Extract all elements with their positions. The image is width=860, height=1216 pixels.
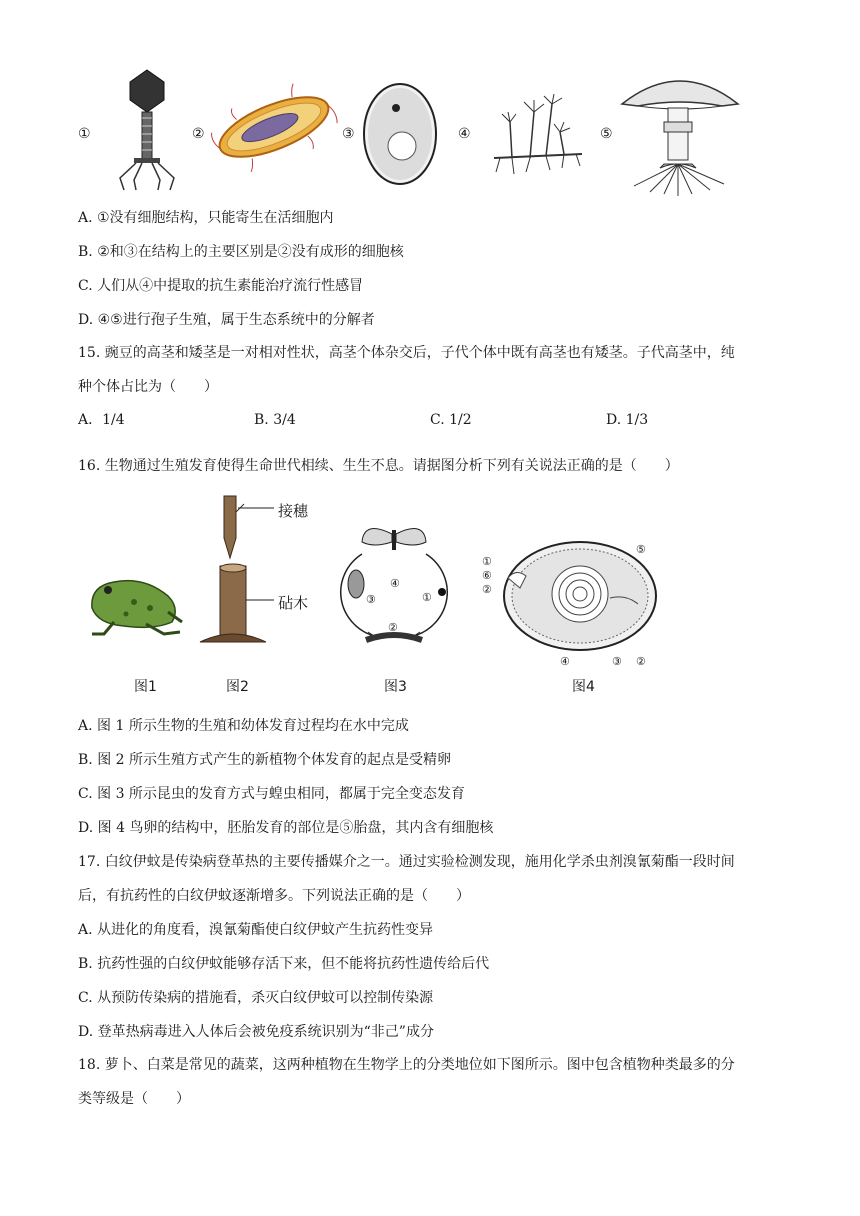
bacteriophage-image (112, 68, 182, 192)
q15-option-a: A．1/4 (78, 412, 125, 428)
q17-option-d: D. 登革热病毒进入人体后会被免疫系统识别为“非己”成分 (78, 1024, 434, 1040)
q17-stem-line1: 17. 白纹伊蚊是传染病登革热的主要传播媒介之一。通过实验检测发现，施用化学杀虫剂溴氰菊酯一段时间 (78, 854, 735, 870)
q18-stem-line1: 18. 萝卜、白菜是常见的蔬菜，这两种植物在生物学上的分类地位如下图所示。图中包含植物种类最多的分 (78, 1057, 735, 1073)
q15-option-d: D. 1/3 (606, 412, 649, 428)
q17-option-a: A. 从进化的角度看，溴氰菊酯使白纹伊蚊产生抗药性变异 (78, 922, 434, 938)
fig4-label-bottom-4: ④ (560, 655, 570, 668)
q17-option-c: C. 从预防传染病的措施看，杀灭白纹伊蚊可以控制传染源 (78, 990, 434, 1006)
q14-option-c: C. 人们从④中提取的抗生素能治疗流行性感冒 (78, 278, 364, 294)
grafting-image (196, 494, 278, 644)
mushroom-image (620, 68, 740, 196)
q15-stem-line1: 15. 豌豆的高茎和矮茎是一对相对性状，高茎个体杂交后，子代个体中既有高茎也有矮茎。子代高茎中，纯 (78, 345, 735, 361)
marker-1: ① (78, 126, 91, 142)
fig4-label-top-5: ⑤ (636, 543, 646, 556)
marker-2: ② (192, 126, 205, 142)
label-stock: 砧木 (278, 594, 309, 612)
q15-option-b: B. 3/4 (254, 412, 296, 428)
mold-image (490, 92, 586, 182)
q17-stem-line2: 后，有抗药性的白纹伊蚊逐渐增多。下列说法正确的是（ ） (78, 888, 470, 904)
fig3-label-3: ③ (366, 593, 376, 606)
caption-fig3: 图3 (384, 679, 407, 695)
fig4-label-bottom-2: ② (636, 655, 646, 668)
caption-fig4: 图4 (572, 679, 595, 695)
q15-stem-line2: 种个体占比为（ ） (78, 379, 218, 395)
frog-image (84, 572, 184, 636)
marker-3: ③ (342, 126, 355, 142)
q16-option-c: C. 图 3 所示昆虫的发育方式与蝗虫相同，都属于完全变态发育 (78, 786, 465, 802)
q14-option-b: B. ②和③在结构上的主要区别是②没有成形的细胞核 (78, 244, 404, 260)
marker-5: ⑤ (600, 126, 613, 142)
caption-fig1: 图1 (134, 679, 157, 695)
q15-option-c: C. 1/2 (430, 412, 472, 428)
marker-4: ④ (458, 126, 471, 142)
q18-stem-line2: 类等级是（ ） (78, 1091, 190, 1107)
caption-fig2: 图2 (226, 679, 249, 695)
q16-option-d: D. 图 4 鸟卵的结构中，胚胎发育的部位是⑤胎盘，其内含有细胞核 (78, 820, 494, 836)
q14-option-a: A. ①没有细胞结构，只能寄生在活细胞内 (78, 210, 334, 226)
fig3-label-1: ① (422, 591, 432, 604)
fig4-label-left-2: ② (482, 583, 492, 596)
yeast-cell-image (362, 82, 438, 186)
fig4-label-bottom-3: ③ (612, 655, 622, 668)
q16-option-a: A. 图 1 所示生物的生殖和幼体发育过程均在水中完成 (78, 718, 409, 734)
q17-option-b: B. 抗药性强的白纹伊蚊能够存活下来，但不能将抗药性遗传给后代 (78, 956, 490, 972)
fig4-label-left-1: ① (482, 555, 492, 568)
q16-stem: 16. 生物通过生殖发育使得生命世代相续、生生不息。请据图分析下列有关说法正确的是（ ） (78, 458, 679, 474)
q16-option-b: B. 图 2 所示生殖方式产生的新植物个体发育的起点是受精卵 (78, 752, 451, 768)
q14-option-d: D. ④⑤进行孢子生殖，属于生态系统中的分解者 (78, 312, 375, 328)
label-scion: 接穗 (278, 502, 309, 520)
bacterium-image (212, 92, 336, 162)
fig3-label-2: ② (388, 621, 398, 634)
fig3-label-4: ④ (390, 577, 400, 590)
fig4-label-left-6: ⑥ (482, 569, 492, 582)
